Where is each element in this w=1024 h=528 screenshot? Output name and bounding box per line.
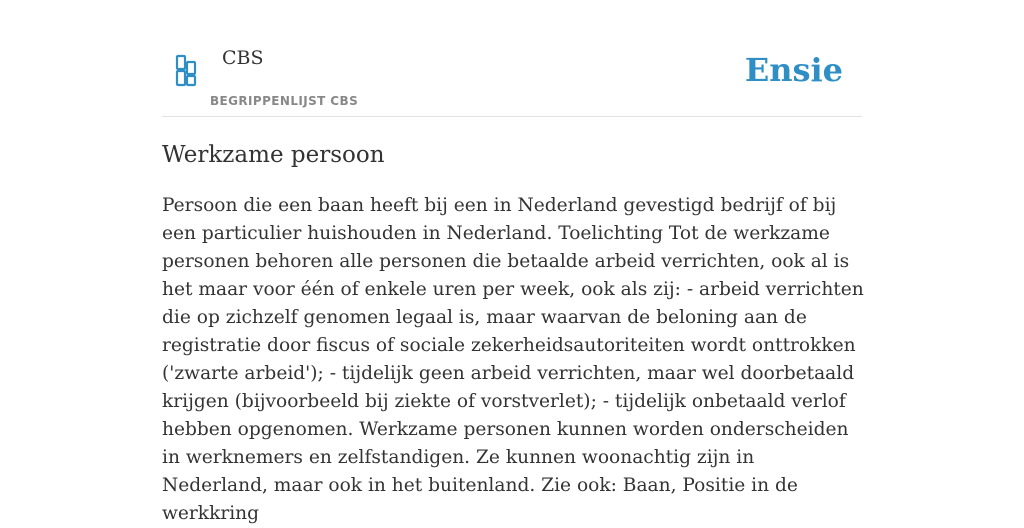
entry-definition: Persoon die een baan heeft bij een in Nederland gevestigd bedrijf of bij een particulier huishouden in Nederland. Toelichting Tot de werkzame personen behoren alle personen die betaalde arbeid verrichten, ook al is het maar voor één of enkele uren per week, ook als zij: - arbeid verrichten die op zichzelf genomen legaal is, maar waarvan de beloning aan de registratie door fiscus of sociale zekerheidsautoriteiten wordt onttrokken ('zwarte arbeid'); - tijdelijk geen arbeid verrichten, maar wel doorbetaald krijgen (bijvoorbeeld bij ziekte of vorstverlet); - tijdelijk onbetaald verlof hebben opgenomen. Werkzame personen kunnen worden onderscheiden in werknemers en zelfstandigen. Ze kunnen woonachtig zijn in Nederland, maar ook in het buitenland. Zie ook: Baan, Positie in de werkkring bbox=[162, 195, 864, 524]
header bbox=[162, 0, 862, 117]
source-subtitle[interactable]: BEGRIPPENLIJST CBS bbox=[210, 94, 359, 108]
brand-logo[interactable]: Ensie bbox=[744, 51, 843, 89]
cbs-logo-icon bbox=[174, 54, 198, 88]
source-name[interactable]: CBS bbox=[222, 47, 264, 69]
entry-title: Werkzame persoon bbox=[162, 142, 385, 168]
